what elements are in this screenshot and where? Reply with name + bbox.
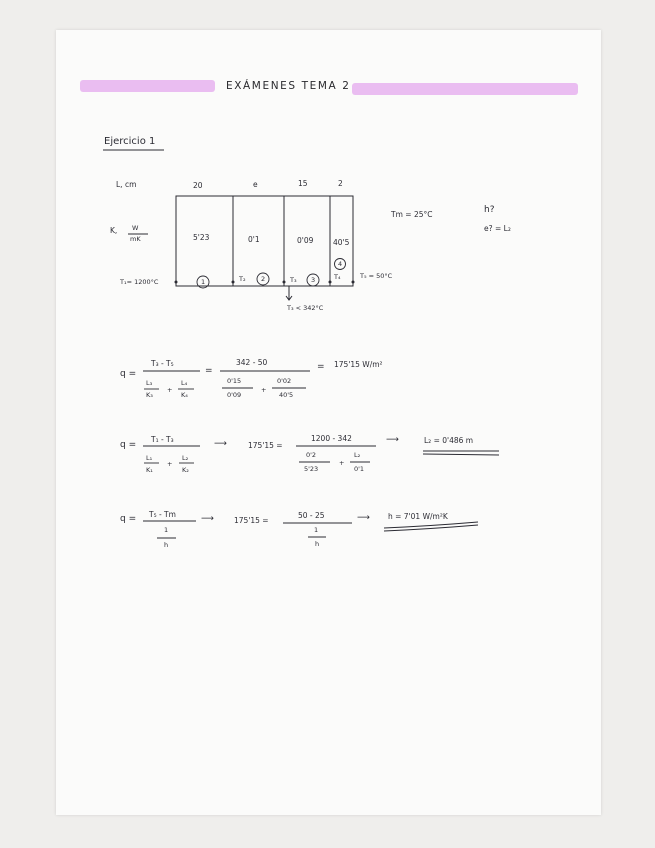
eq1-sub-numerator: 342 - 50 xyxy=(236,358,268,367)
eq3-sub-den-den: h xyxy=(315,540,320,548)
eq2-sub-numerator: 1200 - 342 xyxy=(311,434,352,443)
eq2-sub-a-num: 0'2 xyxy=(306,451,317,459)
eq2-result: L₂ = 0'486 m xyxy=(424,436,474,445)
eq1-sub-a-den: 0'09 xyxy=(227,391,242,399)
eq1-numerator: T₃ - T₅ xyxy=(151,359,174,368)
eq1-k4: K₄ xyxy=(181,391,188,399)
eq1-sub-b-num: 0'02 xyxy=(277,377,292,385)
temp-t5: T₅ = 50°C xyxy=(360,272,393,280)
length-3: 15 xyxy=(298,179,308,188)
exercise-title: Ejercicio 1 xyxy=(104,136,156,147)
eq3-numerator: T₅ - Tm xyxy=(149,510,176,519)
eq2-arrow-2: ⟶ xyxy=(386,435,399,445)
eq3-den-num: 1 xyxy=(164,526,169,534)
eq3-den-den: h xyxy=(164,541,169,549)
eq1-sub-plus: + xyxy=(261,386,267,394)
eq2-sub-a-den: 5'23 xyxy=(304,465,319,473)
eq3-arrow: ⟶ xyxy=(201,514,214,524)
eq2-l1: L₁ xyxy=(146,454,153,462)
eq1-k3: K₃ xyxy=(146,391,153,399)
given-tm: Tm = 25°C xyxy=(391,210,433,219)
length-2: e xyxy=(253,180,258,189)
eq2-numerator: T₁ - T₃ xyxy=(151,435,174,444)
layer-number-1: 1 xyxy=(201,278,206,286)
unknown-e: e? = L₂ xyxy=(484,224,511,233)
eq3-q: q = xyxy=(120,514,137,524)
layer-number-2: 2 xyxy=(261,275,266,283)
conductivity-unit-den: mK xyxy=(130,235,141,243)
eq1-equals: = xyxy=(205,366,213,376)
eq2-sub-b-num: L₂ xyxy=(354,451,361,459)
eq2-plus: + xyxy=(167,460,173,468)
page-title: EXÁMENES TEMA 2 xyxy=(226,80,351,92)
temp-t2: T₂ xyxy=(239,275,246,283)
eq3-result: h = 7'01 W/m²K xyxy=(388,512,448,521)
eq2-sub-plus: + xyxy=(339,459,345,467)
eq3-sub-numerator: 50 - 25 xyxy=(298,511,325,520)
eq1-equals-2: = xyxy=(317,362,325,372)
eq2-k1: K₁ xyxy=(146,466,153,474)
conductivity-row-label: K, xyxy=(110,226,118,235)
eq1-sub-b-den: 40'5 xyxy=(279,391,294,399)
conductivity-unit-num: W xyxy=(132,224,139,232)
conductivity-2: 0'1 xyxy=(248,235,260,244)
eq3-value: 175'15 = xyxy=(234,516,269,525)
layer-number-3: 3 xyxy=(311,276,316,284)
eq1-l3: L₃ xyxy=(146,379,153,387)
eq2-value: 175'15 = xyxy=(248,441,283,450)
conductivity-1: 5'23 xyxy=(193,233,210,242)
length-row-label: L, cm xyxy=(116,180,137,189)
eq2-l2: L₂ xyxy=(182,454,189,462)
eq2-q: q = xyxy=(120,440,137,450)
eq1-sub-a-num: 0'15 xyxy=(227,377,242,385)
eq2-arrow: ⟶ xyxy=(214,439,227,449)
eq2-sub-b-den: 0'1 xyxy=(354,465,365,473)
eq1-result: 175'15 W/m² xyxy=(334,360,383,369)
eq1-plus: + xyxy=(167,386,173,394)
eq1-q: q = xyxy=(120,369,137,379)
layer-number-4: 4 xyxy=(338,260,343,268)
temp-t1: T₁= 1200°C xyxy=(120,278,159,286)
temp-t4: T₄ xyxy=(334,273,341,281)
eq3-arrow-2: ⟶ xyxy=(357,513,370,523)
eq1-l4: L₄ xyxy=(181,379,188,387)
temp-t3-value: T₃ < 342°C xyxy=(287,304,324,312)
length-4: 2 xyxy=(338,179,343,188)
eq3-sub-den-num: 1 xyxy=(314,526,319,534)
temp-t3: T₃ xyxy=(290,276,297,284)
conductivity-3: 0'09 xyxy=(297,236,314,245)
unknown-h: h? xyxy=(484,205,495,215)
eq2-k2: K₂ xyxy=(182,466,189,474)
length-1: 20 xyxy=(193,181,203,190)
conductivity-4: 40'5 xyxy=(333,238,350,247)
